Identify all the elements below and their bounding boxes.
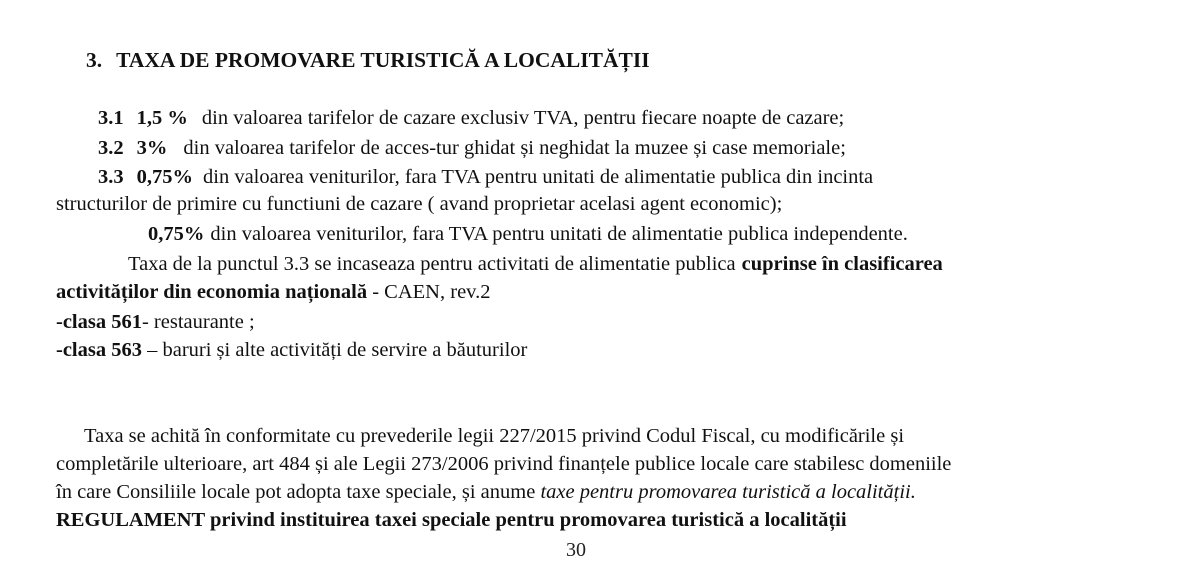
item-3-2 bbox=[98, 136, 846, 160]
item-number: 3.3 bbox=[98, 166, 124, 188]
item-value: 3% bbox=[136, 137, 168, 159]
item-3-1 bbox=[98, 106, 844, 130]
item-3-3-continuation: structurilor de primire cu functiuni de cazare ( avand proprietar acelasi agent economic); bbox=[56, 193, 783, 215]
note-rest: - CAEN, rev.2 bbox=[367, 281, 491, 303]
item-value: 1,5 % bbox=[136, 107, 188, 129]
paragraph-line-1: Taxa se achită în conformitate cu prevederile legii 227/2015 privind Codul Fiscal, cu modificările și bbox=[84, 425, 905, 447]
note-line-1 bbox=[128, 252, 943, 276]
item-text: din valoarea veniturilor, fara TVA pentru unitati de alimentatie publica independente. bbox=[210, 223, 908, 245]
class-label: -clasa 563 bbox=[56, 339, 142, 361]
note-bold: activităților din economia națională bbox=[56, 281, 368, 303]
item-number: 3.2 bbox=[98, 137, 124, 159]
item-text: din valoarea tarifelor de acces-tur ghidat și neghidat la muzee și case memoriale; bbox=[183, 137, 846, 159]
class-text: – baruri și alte activități de servire a băuturilor bbox=[141, 339, 528, 361]
regulament-label: REGULAMENT bbox=[56, 509, 205, 531]
section-title: TAXA DE PROMOVARE TURISTICĂ A LOCALITĂȚII bbox=[116, 48, 650, 72]
item-number: 3.1 bbox=[98, 107, 124, 129]
class-563 bbox=[56, 338, 527, 362]
item-text: din valoarea veniturilor, fara TVA pentru unitati de alimentatie publica din incinta bbox=[203, 166, 874, 188]
class-561 bbox=[56, 310, 255, 334]
page-number: 30 bbox=[566, 539, 586, 561]
note-line-2 bbox=[56, 280, 490, 304]
class-text: - restaurante ; bbox=[141, 311, 255, 333]
note-intro: Taxa de la punctul 3.3 se incaseaza pentru activitati de alimentatie publica bbox=[128, 253, 736, 275]
class-label: -clasa 561 bbox=[56, 311, 142, 333]
paragraph-line-2: completările ulterioare, art 484 și ale Legii 273/2006 privind finanțele publice locale care stabilesc domeniile bbox=[56, 453, 952, 475]
section-heading bbox=[86, 48, 650, 72]
section-number: 3. bbox=[86, 48, 103, 72]
item-text: din valoarea tarifelor de cazare exclusiv TVA, pentru fiecare noapte de cazare; bbox=[201, 107, 845, 129]
regulament-line bbox=[56, 508, 847, 532]
item-3-3 bbox=[98, 165, 873, 189]
note-bold: cuprinse în clasificarea bbox=[741, 253, 943, 275]
item-3-3-independent bbox=[148, 222, 908, 246]
item-value: 0,75% bbox=[136, 166, 193, 188]
item-value: 0,75% bbox=[148, 223, 205, 245]
paragraph-line-3 bbox=[56, 480, 916, 504]
paragraph-italic: taxe pentru promovarea turistică a localității. bbox=[540, 481, 916, 503]
regulament-text: privind instituirea taxei speciale pentru promovarea turistică a localității bbox=[204, 509, 847, 531]
paragraph-plain: în care Consiliile locale pot adopta taxe speciale, și anume bbox=[56, 481, 541, 503]
